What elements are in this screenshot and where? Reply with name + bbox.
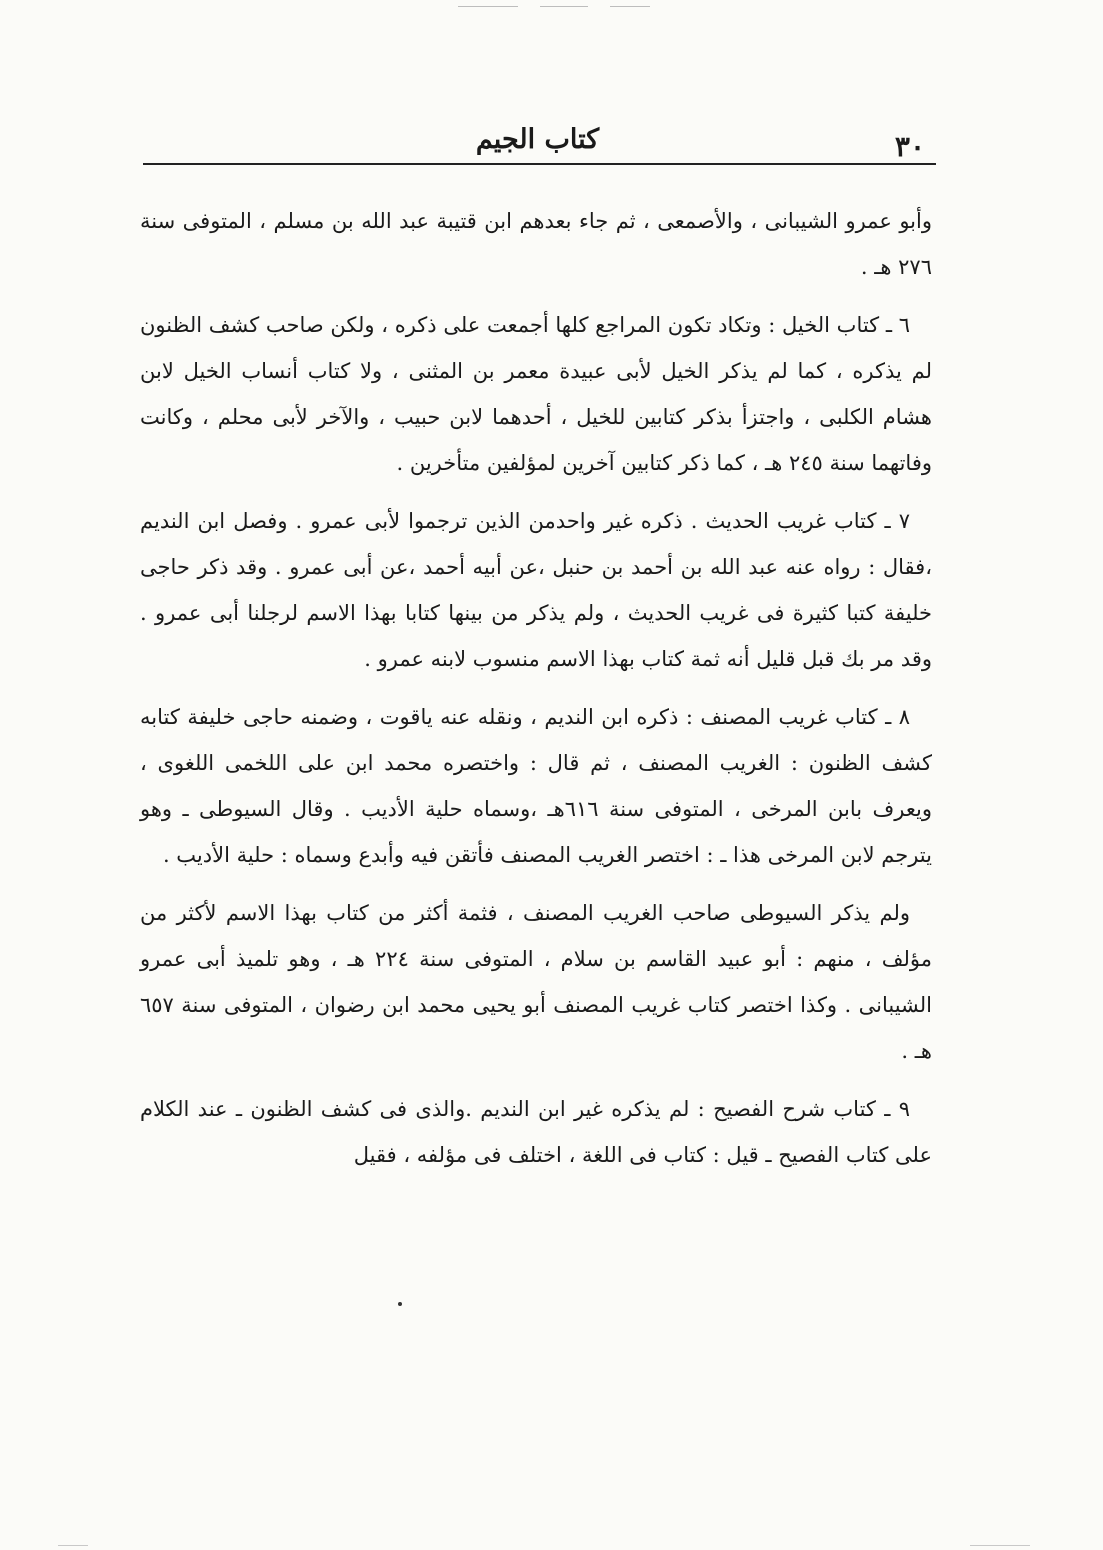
scan-edge-line (58, 1545, 88, 1546)
paragraph-item-6: ٦ ـ كتاب الخيل : وتكاد تكون المراجع كلها أجمعت على ذكره ، ولكن صاحب كشف الظنون لم يذكره ، كما لم يذكر الخيل لأبى عبيدة معمر بن المثنى ، ولا كتاب أنساب الخيل لابن هشام الكلبى ، واجتزأ بذكر كتابين للخيل ، أحدهما لابن حبيب ، والآخر لأبى محلم ، وكانت وفاتهما سنة ٢٤٥ هـ ، كما ذكر كتابين آخرين لمؤلفين متأخرين . (140, 313, 932, 475)
paragraph-item-9: ٩ ـ كتاب شرح الفصيح : لم يذكره غير ابن النديم .والذى فى كشف الظنون ـ عند الكلام على كتاب الفصيح ـ قيل : كتاب فى اللغة ، اختلف فى مؤلفه ، فقيل (140, 1097, 932, 1167)
page-header (140, 118, 935, 164)
paragraph-note: ولم يذكر السيوطى صاحب الغريب المصنف ، فثمة أكثر من كتاب بهذا الاسم لأكثر من مؤلف ، منهم : أبو عبيد القاسم بن سلام ، المتوفى سنة ٢٢٤ هـ ، وهو تلميذ أبى عمرو الشيبانى . وكذا اختصر كتاب غريب المصنف أبو يحيى محمد ابن رضوان ، المتوفى سنة ٦٥٧ هـ . (140, 901, 933, 1063)
paragraph-continuation: وأبو عمرو الشيبانى ، والأصمعى ، ثم جاء بعدهم ابن قتيبة عبد الله بن مسلم ، المتوفى سنة ٢٧٦ هـ . (140, 209, 932, 279)
scan-edge-line (458, 6, 518, 7)
running-title: كتاب الجيم (475, 124, 600, 155)
scan-speck (398, 1302, 402, 1306)
scan-edge-line (970, 1545, 1030, 1546)
page-body (140, 198, 932, 1178)
scan-edge-line (540, 6, 588, 7)
paragraph-item-7: ٧ ـ كتاب غريب الحديث . ذكره غير واحدمن الذين ترجموا لأبى عمرو . وفصل ابن النديم ،فقال : رواه عنه عبد الله بن أحمد بن حنبل ،عن أبيه أحمد ،عن أبى عمرو . وقد ذكر حاجى خليفة كتبا كثيرة فى غريب الحديث ، ولم يذكر من بينها كتابا بهذا الاسم لرجلنا أبى عمرو . وقد مر بك قبل قليل أنه ثمة كتاب بهذا الاسم منسوب لابنه عمرو . (140, 509, 932, 671)
header-rule (143, 163, 936, 165)
scan-edge-line (610, 6, 650, 7)
paragraph-item-8: ٨ ـ كتاب غريب المصنف : ذكره ابن النديم ، ونقله عنه ياقوت ، وضمنه حاجى خليفة كتابه كشف الظنون : الغريب المصنف ، ثم قال : واختصره محمد ابن على اللخمى اللغوى ، ويعرف بابن المرخى ، المتوفى سنة ٦١٦هـ ،وسماه حلية الأديب . وقال السيوطى ـ وهو يترجم لابن المرخى هذا ـ : اختصر الغريب المصنف فأتقن فيه وأبدع وسماه : حلية الأديب . (140, 705, 932, 867)
page-number: ٣٠ (894, 130, 925, 163)
